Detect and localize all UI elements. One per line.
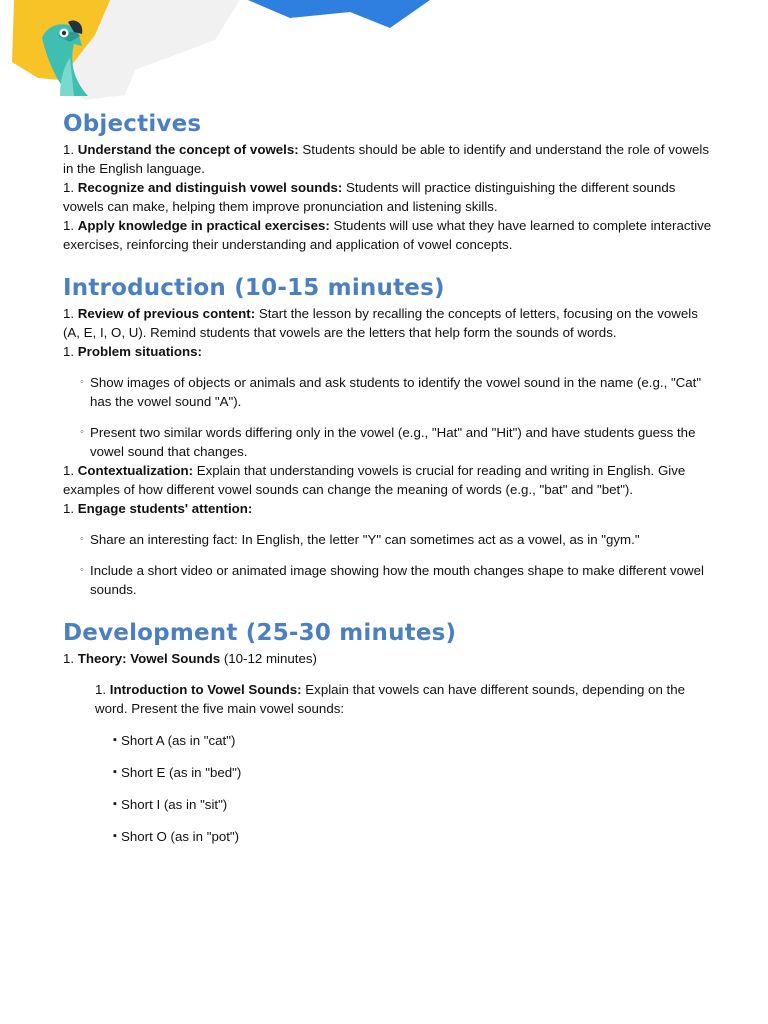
item-number: 1. [63,501,75,516]
item-number: 1. [63,218,75,233]
objective-item [63,178,713,216]
item-bold: Problem situations: [77,344,202,359]
intro-item [63,342,713,361]
item-number: 1. [63,142,75,157]
square-bullet-icon: ▪ [113,830,117,842]
bullet-marker-icon: ◦ [80,564,84,576]
vowel-sound-text: Short I (as in "sit") [121,797,228,812]
item-bold: Introduction to Vowel Sounds: [109,682,302,697]
vowel-sound-item [113,827,713,846]
bullet-item [80,561,713,599]
objective-item [63,140,713,178]
item-text: Students should be able to identify and understand the role of vowels in the English language. [63,142,709,176]
square-bullet-icon: ▪ [113,798,117,810]
vowel-sound-text: Short A (as in "cat") [121,733,236,748]
development-heading: Development (25-30 minutes) [63,620,457,646]
item-bold: Understand the concept of vowels: [77,142,299,157]
item-text: Students will use what they have learned to complete interactive exercises, reinforcing their understanding and application of vowel concepts. [63,218,712,252]
bullet-item [80,423,713,461]
item-text: (10-12 minutes) [220,651,317,666]
square-bullet-icon: ▪ [113,766,117,778]
blue-shape [248,0,430,28]
item-number: 1. [63,651,75,666]
header-decoration [0,0,768,100]
objective-item [63,216,713,254]
item-bold: Contextualization: [77,463,194,478]
item-text: Start the lesson by recalling the concepts of letters, focusing on the vowels (A, E, I, O, U). Remind students that vowels are the letters that help form the sounds of words. [63,306,698,340]
bullet-marker-icon: ◦ [80,533,84,545]
bullet-item [80,530,713,549]
vowel-sound-item [113,795,713,814]
item-text: Students will practice distinguishing the different sounds vowels can make, helping them improve pronunciation and listening skills. [63,180,676,214]
bullet-marker-icon: ◦ [80,426,84,438]
lesson-content [63,108,713,846]
item-text: Explain that vowels can have different sounds, depending on the word. Present the five main vowel sounds: [95,682,686,716]
vowel-sound-item [113,731,713,750]
item-bold: Review of previous content: [77,306,256,321]
square-bullet-icon: ▪ [113,734,117,746]
item-text: Explain that understanding vowels is crucial for reading and writing in English. Give examples of how different vowel sounds can change the meaning of words (e.g., "bat" and "bet"). [63,463,686,497]
intro-item [63,461,713,499]
objectives-heading: Objectives [63,111,202,137]
intro-item [63,304,713,342]
vowel-sound-item [113,763,713,782]
vowel-sound-text: Short E (as in "bed") [121,765,242,780]
item-bold: Theory: Vowel Sounds [77,651,221,666]
bullet-marker-icon: ◦ [80,376,84,388]
item-number: 1. [63,180,75,195]
item-number: 1. [63,306,75,321]
development-subitem [95,680,713,718]
bullet-text: Include a short video or animated image showing how the mouth changes shape to make different vowel sounds. [90,563,704,597]
bullet-text: Show images of objects or animals and ask students to identify the vowel sound in the name (e.g., "Cat" has the vowel sound "A"). [90,375,702,409]
development-item [63,649,713,668]
item-bold: Recognize and distinguish vowel sounds: [77,180,343,195]
item-number: 1. [63,344,75,359]
item-number: 1. [95,682,107,697]
item-number: 1. [63,463,75,478]
bullet-item [80,373,713,411]
bullet-text: Share an interesting fact: In English, the letter "Y" can sometimes act as a vowel, as in "gym." [90,532,640,547]
introduction-heading: Introduction (10-15 minutes) [63,275,445,301]
bullet-text: Present two similar words differing only in the vowel (e.g., "Hat" and "Hit") and have students guess the vowel sound that changes. [90,425,696,459]
intro-item [63,499,713,518]
item-bold: Apply knowledge in practical exercises: [77,218,330,233]
vowel-sound-text: Short O (as in "pot") [121,829,240,844]
item-bold: Engage students' attention: [77,501,253,516]
